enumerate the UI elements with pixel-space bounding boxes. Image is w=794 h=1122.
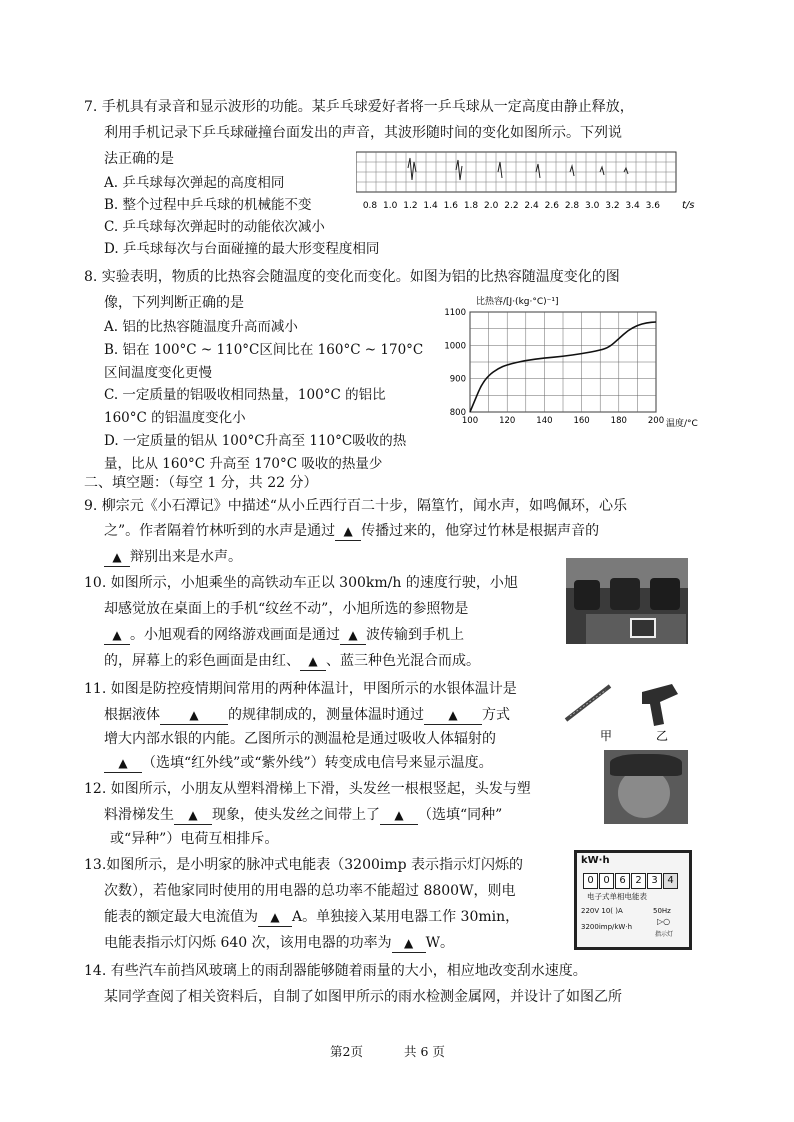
q12-line2 [104,806,502,825]
q13-text: W。 [425,935,455,951]
chart-y-tick-label: 900 [449,374,466,385]
meter-indicator-label: 指示灯 [655,931,674,938]
q13-line1: 13.如图所示，是小明家的脉冲式电能表（3200imp 表示指示灯闪烁的 [84,857,524,873]
mercury-thermometer-icon [566,686,610,720]
q13-text: 电能表指示灯闪烁 640 次，该用电器的功率为 [104,935,392,951]
photo-seat [650,578,680,610]
waveform-tick-label: 1.6 [443,201,458,211]
hair-slide-photo [604,750,688,824]
q7-waveform-figure [356,150,696,216]
q11-text: 方式 [482,707,510,723]
q10-line2: 却感觉放在桌面上的手机“纹丝不动”，小旭所选的参照物是 [104,601,469,617]
q13-line3 [104,908,519,927]
q11-text: 根据液体 [104,707,160,723]
blank-marker: ▲ [112,628,122,642]
meter-digit: 2 [631,873,646,889]
q10-text: 的，屏幕上的彩色画面是由红、 [104,653,300,669]
q7-line1: 7. 手机具有录音和显示波形的功能。某乒乓球爱好者将一乒乓球从一定高度由静止释放， [84,99,634,115]
blank-marker: ▲ [118,756,128,770]
waveform-tick-label: 3.6 [645,201,660,211]
q12-text: （选填“同种” [418,807,503,823]
meter-freq: 50Hz [653,907,671,915]
meter-digit: 4 [663,873,678,889]
q8-option-b-line1: B. 铝在 100°C ~ 110°C区间比在 160°C ~ 170°C [104,342,424,358]
blank-marker: ▲ [188,808,198,822]
waveform-tick-label: 3.2 [605,201,620,211]
meter-digit: 6 [615,873,630,889]
q10-blank-1[interactable] [104,626,130,645]
q10-blank-2[interactable] [340,626,366,645]
q8-option-b-line2: 区间温度变化更慢 [104,365,212,381]
blank-marker: ▲ [308,654,318,668]
blank-marker: ▲ [348,628,358,642]
waveform-tick-label: 2.4 [524,201,539,211]
q13-blank-1[interactable] [258,908,292,927]
label-yi: 乙 [656,729,669,743]
blank-marker: ▲ [448,708,458,722]
q8-option-d-line1: D. 一定质量的铝从 100°C升高至 110°C吸收的热 [104,433,407,449]
meter-spec1: 220V 10( )A [581,907,623,915]
waveform-axis-ticks [363,201,660,211]
chart-y-tick-label: 1000 [444,341,466,352]
waveform-tick-label: 3.4 [625,201,640,211]
q12-blank-1[interactable] [174,806,212,825]
q10-text: 波传输到手机上 [366,627,464,643]
q9-text: 之”。作者隔着竹林听到的水声是通过 [104,523,336,539]
chart-x-tick-label: 180 [610,416,627,426]
chart-x-tick-label: 140 [536,416,553,426]
q12-text: 现象，使头发丝之间带上了 [212,807,380,823]
blank-marker: ▲ [270,910,280,924]
waveform-burst [456,160,462,180]
q12-blank-2[interactable] [380,806,418,825]
meter-digits [583,873,678,889]
page-total: 共 6 页 [404,1044,445,1059]
chart-x-tick-label: 160 [573,416,590,426]
q8-line1: 8. 实验表明，物质的比热容会随温度的变化而变化。如图为铝的比热容随温度变化的图 [84,269,620,285]
q11-blank-3[interactable] [104,754,142,773]
q11-line4 [104,754,493,773]
chart-y-ticks [444,308,466,418]
q14-line2: 某同学查阅了相关资料后，自制了如图甲所示的雨水检测金属网，并设计了如图乙所 [104,989,622,1005]
q10-blank-3[interactable] [300,652,326,671]
q11-line1: 11. 如图是防控疫情期间常用的两种体温计，甲图所示的水银体温计是 [84,681,517,697]
q13-text: A。单独接入某用电器工作 30min， [292,909,520,925]
meter-spec2: 3200imp/kW·h [581,923,633,931]
chart-x-tick-label: 100 [461,416,479,426]
q10-line3 [104,626,464,645]
q9-line2 [104,522,599,541]
waveform-burst [570,166,574,176]
q12-line3: 或“异种”）电荷互相排斥。 [110,831,279,847]
waveform-tick-label: 1.0 [383,201,398,211]
q11-text: （选填“红外线”或“紫外线”）转变成电信号来显示温度。 [142,755,493,771]
q13-blank-2[interactable] [392,934,426,953]
meter-digit: 3 [647,873,662,889]
q11-blank-1[interactable] [160,706,228,725]
photo-hair [610,754,682,776]
q8-specific-heat-chart [440,292,710,432]
blank-marker: ▲ [112,550,122,564]
blank-marker: ▲ [343,524,353,538]
chart-y-tick-label: 1100 [444,308,466,318]
photo-seat [574,580,600,610]
chart-xlabel: 温度/°C [666,419,698,429]
blank-marker: ▲ [189,708,199,722]
q7-option-b: B. 整个过程中乒乓球的机械能不变 [104,197,312,213]
waveform-tick-label: 0.8 [362,201,378,211]
q7-option-c: C. 乒乓球每次弹起时的动能依次减小 [104,219,325,235]
waveform-tick-label: 2.6 [544,201,559,211]
waveform-burst [536,164,540,178]
q10-text: 。小旭观看的网络游戏画面是通过 [130,627,340,643]
q8-line2: 像，下列判断正确的是 [104,295,244,311]
waveform-burst [498,162,502,178]
q8-option-d-line2: 量，比从 160°C 升高至 170°C 吸收的热量少 [104,456,383,472]
waveform-tick-label: 1.4 [423,201,438,211]
q9-line1: 9. 柳宗元《小石潭记》中描述“从小丘西行百二十步，隔篁竹，闻水声，如鸣佩环，心乐 [84,498,627,514]
q8-option-c-line1: C. 一定质量的铝吸收相同热量，100°C 的铝比 [104,387,386,403]
q13-line2: 次数），若他家同时使用的用电器的总功率不能超过 8800W，则电 [104,883,516,899]
q10-text: 、蓝三种色光混合而成。 [326,653,480,669]
q8-option-c-line2: 160°C 的铝温度变化小 [104,410,246,426]
section-title: 二、填空题：（每空 1 分，共 22 分） [84,475,318,491]
q14-line1: 14. 有些汽车前挡风玻璃上的雨刮器能够随着雨量的大小，相应地改变刮水速度。 [84,963,587,979]
indicator-light-icon: ▷○ [657,917,671,926]
q9-text: 辩别出来是水声。 [130,549,242,565]
q7-option-a: A. 乒乓球每次弹起的高度相同 [104,175,285,191]
q11-line2 [104,706,510,725]
train-interior-photo [566,558,688,644]
q10-line4 [104,652,480,671]
waveform-tick-label: 2.0 [484,201,499,211]
q12-text: 料滑梯发生 [104,807,174,823]
meter-digit: 0 [599,873,614,889]
q11-text: 的规律制成的，测量体温时通过 [228,707,424,723]
waveform-tick-label: 2.2 [504,201,519,211]
waveform-tick-label: 1.2 [403,201,418,211]
q11-thermometers-figure [560,672,690,744]
page-number: 第2页 [330,1044,363,1059]
meter-digit: 0 [583,873,598,889]
waveform-tick-label: 1.8 [463,201,479,211]
infrared-thermometer-gun-icon [642,684,678,726]
chart-x-tick-label: 120 [499,416,516,426]
q9-blank-2[interactable] [104,548,130,567]
chart-ylabel: 比热容/[J·(kg·°C)⁻¹] [476,297,559,307]
meter-name: 电子式单相电能表 [587,892,647,901]
chart-x-ticks [462,416,664,426]
chart-x-tick-label: 200 [647,416,665,426]
q7-line3: 法正确的是 [104,151,174,167]
photo-seat [610,578,640,610]
q13-line4 [104,934,454,953]
chart-y-tick-label: 800 [449,408,466,418]
q9-line3 [104,548,242,567]
q12-line1: 12. 如图所示，小朋友从塑料滑梯上下滑，头发丝一根根竖起，头发与塑 [84,781,531,797]
waveform-burst [408,158,416,180]
waveform-grid [356,152,676,192]
meter-unit: kW·h [581,855,610,866]
q10-line1: 10. 如图所示，小旭乘坐的高铁动车正以 300km/h 的速度行驶，小旭 [84,575,518,591]
waveform-burst [600,167,604,175]
q11-line3: 增大内部水银的内能。乙图所示的测温枪是通过吸收人体辐射的 [104,731,496,747]
chart-grid [470,312,656,412]
waveform-tick-label: 2.8 [564,201,580,211]
photo-phone [630,618,656,638]
q7-line2: 利用手机记录下乒乓球碰撞台面发出的声音，其波形随时间的变化如图所示。下列说 [104,125,622,141]
label-jia: 甲 [600,729,613,743]
waveform-tick-label: 3.0 [585,201,600,211]
q13-text: 能表的额定最大电流值为 [104,909,258,925]
blank-marker: ▲ [404,936,414,950]
q8-option-a: A. 铝的比热容随温度升高而减小 [104,319,298,335]
q7-option-d: D. 乒乓球每次与台面碰撞的最大形变程度相同 [104,241,380,257]
q9-text: 传播过来的，他穿过竹林是根据声音的 [361,523,600,539]
q9-blank-1[interactable] [335,522,361,541]
blank-marker: ▲ [394,808,404,822]
q11-blank-2[interactable] [424,706,482,725]
waveform-axis-unit: t/s [682,200,695,211]
electric-meter [574,850,692,950]
